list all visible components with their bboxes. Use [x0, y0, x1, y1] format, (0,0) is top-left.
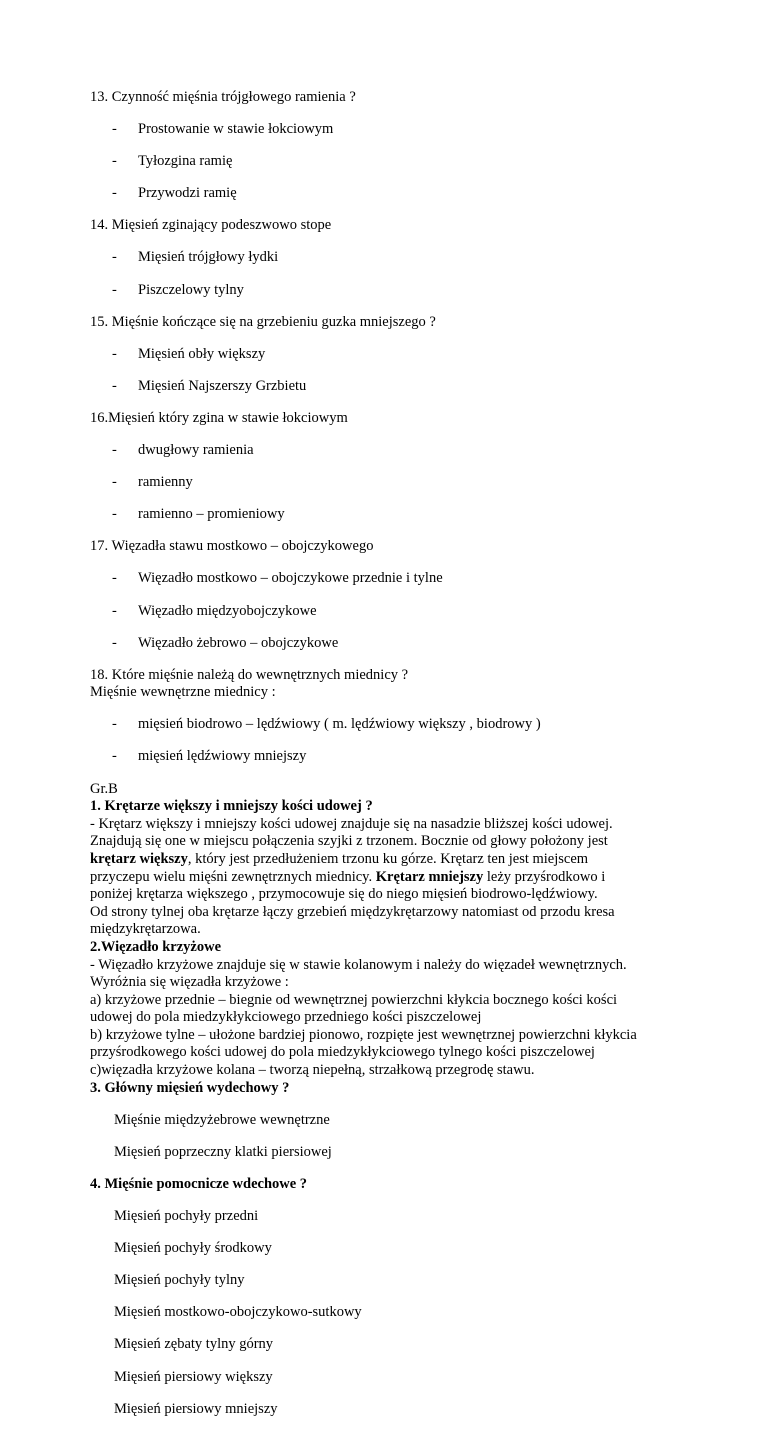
bullet-dash: -	[112, 716, 117, 733]
b1-paragraph-line: międzykrętarzowa.	[90, 921, 201, 938]
bullet-dash: -	[112, 602, 117, 619]
group-label: Gr.B	[90, 780, 118, 797]
bullet-dash: -	[112, 634, 117, 651]
question-14-title: 14. Mięsień zginający podeszwowo stope	[90, 217, 332, 234]
b3-title: 3. Główny mięsień wydechowy ?	[90, 1079, 290, 1096]
list-item: - Piszczelowy tylny	[112, 281, 244, 298]
list-item: - mięsień biodrowo – lędźwiowy ( m. lędźwiowy większy , biodrowy )	[112, 716, 541, 733]
list-item: Mięsień pochyły przedni	[114, 1208, 259, 1225]
b2-title: 2.Więzadło krzyżowe	[90, 938, 222, 955]
bullet-dash: -	[112, 121, 117, 138]
bullet-dash: -	[112, 748, 117, 765]
bullet-dash: -	[112, 153, 117, 170]
list-item: - ramienno – promieniowy	[112, 506, 285, 523]
bullet-dash: -	[112, 249, 117, 266]
list-item: - Mięsień trójgłowy łydki	[112, 249, 279, 266]
b2-paragraph-line: b) krzyżowe tylne – ułożone bardziej pionowo, rozpięte jest wewnętrznej powierzchni kłykcia	[90, 1026, 637, 1043]
b2-paragraph-line: Wyróżnia się więzadła krzyżowe :	[90, 974, 289, 991]
b1-paragraph-line: - Krętarz większy i mniejszy kości udowej znajduje się na nasadzie bliższej kości udowej.	[90, 815, 613, 832]
bullet-dash: -	[112, 570, 117, 587]
question-15-title: 15. Mięśnie kończące się na grzebieniu guzka mniejszego ?	[90, 313, 436, 330]
list-item: Mięsień pochyły tylny	[114, 1272, 245, 1289]
bullet-dash: -	[112, 281, 117, 298]
list-item: - ramienny	[112, 474, 193, 491]
bullet-dash: -	[112, 377, 117, 394]
list-item: Mięsień piersiowy mniejszy	[114, 1400, 278, 1417]
list-item: Mięsień zębaty tylny górny	[114, 1336, 274, 1353]
list-item: - Więzadło międzyobojczykowe	[112, 602, 317, 619]
list-item: - mięsień lędźwiowy mniejszy	[112, 748, 307, 765]
list-item: - Więzadło żebrowo – obojczykowe	[112, 634, 339, 651]
b1-title: 1. Krętarze większy i mniejszy kości udowej ?	[90, 798, 373, 815]
b2-paragraph-line: udowej do pola miedzykłykciowego przedniego kości piszczelowej	[90, 1009, 482, 1026]
b1-paragraph-line: poniżej krętarza większego , przymocowuje się do niego mięsień biodrowo-lędźwiowy.	[90, 886, 598, 903]
bullet-dash: -	[112, 185, 117, 202]
list-item: Mięśnie międzyżebrowe wewnętrzne	[114, 1111, 330, 1128]
question-18-title: 18. Które mięśnie należą do wewnętrznych miednicy ?	[90, 666, 409, 683]
question-13-title: 13. Czynność mięśnia trójgłowego ramienia ?	[90, 89, 356, 105]
b2-paragraph-line: - Więzadło krzyżowe znajduje się w stawie kolanowym i należy do więzadeł wewnętrznych.	[90, 956, 627, 973]
question-17-title: 17. Więzadła stawu mostkowo – obojczykowego	[90, 538, 374, 555]
b2-paragraph-line: a) krzyżowe przednie – biegnie od wewnętrznej powierzchni kłykcia bocznego kości kości	[90, 991, 618, 1008]
b1-paragraph-line: przyczepu wielu mięśni zewnętrznych miednicy. Krętarz mniejszy leży przyśrodkowo i	[90, 868, 606, 885]
list-item: Mięsień mostkowo-obojczykowo-sutkowy	[114, 1304, 362, 1321]
list-item: - dwugłowy ramienia	[112, 442, 254, 459]
list-item: - Więzadło mostkowo – obojczykowe przednie i tylne	[112, 570, 443, 587]
b2-paragraph-line: c)więzadła krzyżowe kolana – tworzą niepełną, strzałkową przegrodę stawu.	[90, 1062, 535, 1079]
b1-paragraph-line: Od strony tylnej oba krętarze łączy grzebień międzykrętarzowy natomiast od przodu kresa	[90, 903, 615, 920]
question-16-title: 16.Mięsień który zgina w stawie łokciowym	[90, 409, 348, 426]
b1-paragraph-line: Znajdują się one w miejscu połączenia szyjki z trzonem. Bocznie od głowy położony jest	[90, 833, 608, 850]
bullet-dash: -	[112, 474, 117, 491]
b1-paragraph-line: krętarz większy, który jest przedłużeniem trzonu ku górze. Krętarz ten jest miejscem	[90, 850, 589, 867]
list-item: - Przywodzi ramię	[112, 185, 237, 202]
bullet-dash: -	[112, 506, 117, 523]
list-item: - Prostowanie w stawie łokciowym	[112, 121, 334, 138]
b2-paragraph-line: przyśrodkowego kości udowej do pola miedzykłykciowego tylnego kości piszczelowej	[90, 1044, 595, 1061]
bullet-dash: -	[112, 345, 117, 362]
bullet-dash: -	[112, 442, 117, 459]
list-item: Mięsień pochyły środkowy	[114, 1240, 272, 1257]
list-item: - Tyłozgina ramię	[112, 153, 233, 170]
list-item: Mięsień poprzeczny klatki piersiowej	[114, 1143, 332, 1160]
list-item: - Mięsień obły większy	[112, 345, 266, 362]
list-item: Mięsień piersiowy większy	[114, 1368, 273, 1385]
list-item: - Mięsień Najszerszy Grzbietu	[112, 377, 307, 394]
b4-title: 4. Mięśnie pomocnicze wdechowe ?	[90, 1175, 308, 1192]
question-18-subtitle: Mięśnie wewnętrzne miednicy :	[90, 684, 276, 701]
document-page	[90, 89, 690, 1433]
